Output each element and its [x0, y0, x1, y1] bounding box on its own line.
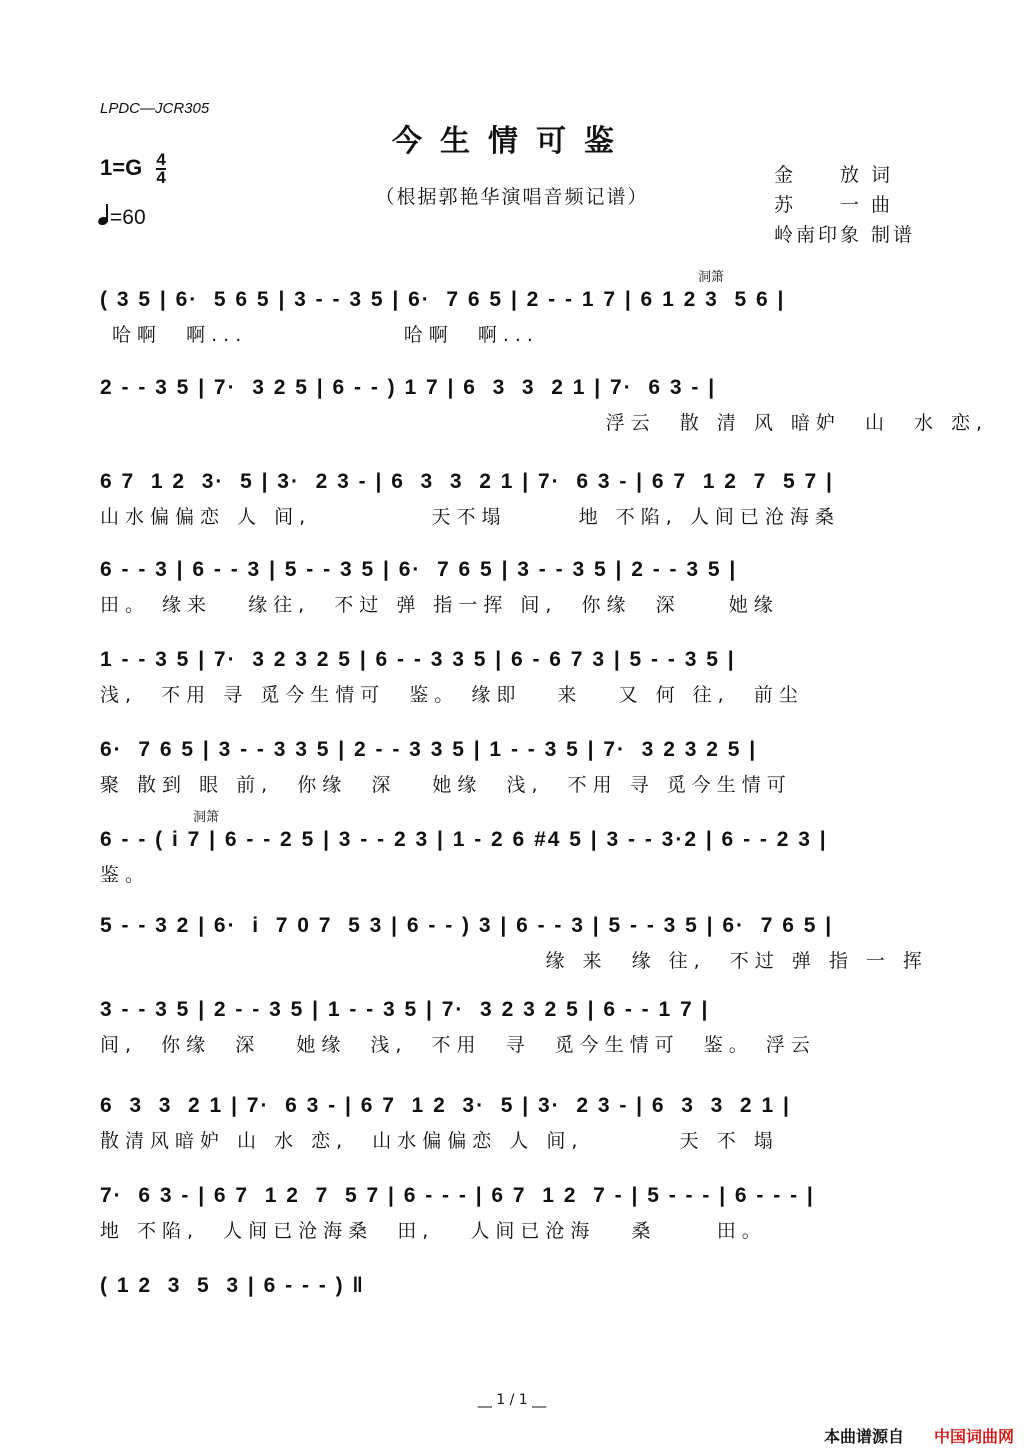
notation-row: ( 1 2 3 5 3 | 6 - - - ) ‖	[100, 1274, 365, 1297]
score-line	[100, 730, 930, 810]
instrument-annotation: 洞箫	[193, 810, 220, 825]
score-line	[100, 368, 989, 448]
score-line	[100, 990, 930, 1070]
score-line	[100, 906, 930, 986]
tempo-marking	[98, 206, 146, 230]
notation-row: 6 3 3 2 1 | 7· 6 3 - | 6 7 1 2 3· 5 | 3· 2 3 - | 6 3 3 2 1 |	[100, 1094, 791, 1117]
notation-row: 5 - - 3 2 | 6· i 7 0 7 5 3 | 6 - - ) 3 | 6 - - 3 | 5 - - 3 5 | 6· 7 6 5 |	[100, 914, 834, 937]
lyrics-row: 散清风暗妒 山 水 恋, 山水偏偏恋 人 间, 天 不 塌	[100, 1130, 779, 1152]
notation-row: 7· 6 3 - | 6 7 1 2 7 5 7 | 6 - - - | 6 7 1 2 7 - | 5 - - - | 6 - - - |	[100, 1184, 815, 1207]
lyrics-row: 聚 散到 眼 前, 你缘 深 她缘 浅, 不用 寻 觅今生情可	[100, 774, 792, 796]
subtitle: （根据郭艳华演唱音频记谱）	[375, 186, 649, 208]
lyrics-row: 浅, 不用 寻 觅今生情可 鉴。 缘即 来 又 何 往, 前尘	[100, 684, 804, 706]
score-code: LPDC—JCR305	[100, 100, 210, 117]
score-line	[100, 1086, 930, 1166]
lyrics-row: 浮云 散 清 风 暗妒 山 水 恋,	[100, 412, 989, 434]
notation-row: 6 - - ( i 7 | 6 - - 2 5 | 3 - - 2 3 | 1 - 2 6 #4 5 | 3 - - 3·2 | 6 - - 2 3 |	[100, 828, 828, 851]
tempo-value: =60	[110, 206, 146, 229]
lyrics-row: 缘 来 缘 往, 不过 弹 指 一 挥	[100, 950, 928, 972]
credit-composer: 苏 一 曲	[774, 194, 894, 216]
lyrics-row: 哈啊 啊... 哈啊 啊...	[100, 324, 539, 346]
notation-row: 1 - - 3 5 | 7· 3 2 3 2 5 | 6 - - 3 3 5 | 6 - 6 7 3 | 5 - - 3 5 |	[100, 648, 736, 671]
notation-row: 3 - - 3 5 | 2 - - 3 5 | 1 - - 3 5 | 7· 3 2 3 2 5 | 6 - - 1 7 |	[100, 998, 710, 1021]
notation-row: ( 3 5 | 6· 5 6 5 | 3 - - 3 5 | 6· 7 6 5 | 2 - - 1 7 | 6 1 2 3 5 6 |	[100, 288, 786, 311]
score-line	[100, 550, 930, 630]
score-line	[100, 462, 930, 542]
score-line	[100, 820, 930, 900]
score-line	[100, 640, 930, 720]
source-label: 本曲谱源自	[823, 1427, 904, 1446]
notation-row: 6 7 1 2 3· 5 | 3· 2 3 - | 6 3 3 2 1 | 7· 6 3 - | 6 7 1 2 7 5 7 |	[100, 470, 834, 493]
time-top: 4	[156, 150, 166, 169]
score-line	[100, 1176, 930, 1256]
notation-row: 6 - - 3 | 6 - - 3 | 5 - - 3 5 | 6· 7 6 5 | 3 - - 3 5 | 2 - - 3 5 |	[100, 558, 738, 581]
time-signature	[156, 152, 165, 186]
notation-row: 2 - - 3 5 | 7· 3 2 5 | 6 - - ) 1 7 | 6 3 3 2 1 | 7· 6 3 - |	[100, 376, 717, 399]
credit-transcriber: 岭南印象 制谱	[774, 224, 916, 246]
lyrics-row: 山水偏偏恋 人 间, 天不塌 地 不陷, 人间已沧海桑	[100, 506, 840, 528]
instrument-annotation: 洞箫	[698, 270, 725, 285]
score-line	[100, 1266, 930, 1346]
credit-lyricist: 金 放 词	[774, 164, 894, 186]
notation-row: 6· 7 6 5 | 3 - - 3 3 5 | 2 - - 3 3 5 | 1 - - 3 5 | 7· 3 2 3 2 5 |	[100, 738, 758, 761]
time-bottom: 4	[156, 168, 166, 187]
lyrics-row: 鉴。	[100, 864, 151, 886]
key-label: 1=G	[100, 154, 143, 180]
lyrics-row: 田。 缘来 缘往, 不过 弹 指一挥 间, 你缘 深 她缘	[100, 594, 779, 616]
lyrics-row: 地 不陷, 人间已沧海桑 田, 人间已沧海 桑 田。	[100, 1220, 767, 1242]
page-number: __ 1 / 1 __	[477, 1392, 547, 1408]
score-line	[100, 280, 930, 360]
key-signature	[100, 152, 166, 186]
lyrics-row: 间, 你缘 深 她缘 浅, 不用 寻 觅今生情可 鉴。 浮云	[100, 1034, 816, 1056]
site-link[interactable]: 中国词曲网	[933, 1427, 1014, 1446]
song-title: 今生情可鉴	[392, 124, 632, 159]
